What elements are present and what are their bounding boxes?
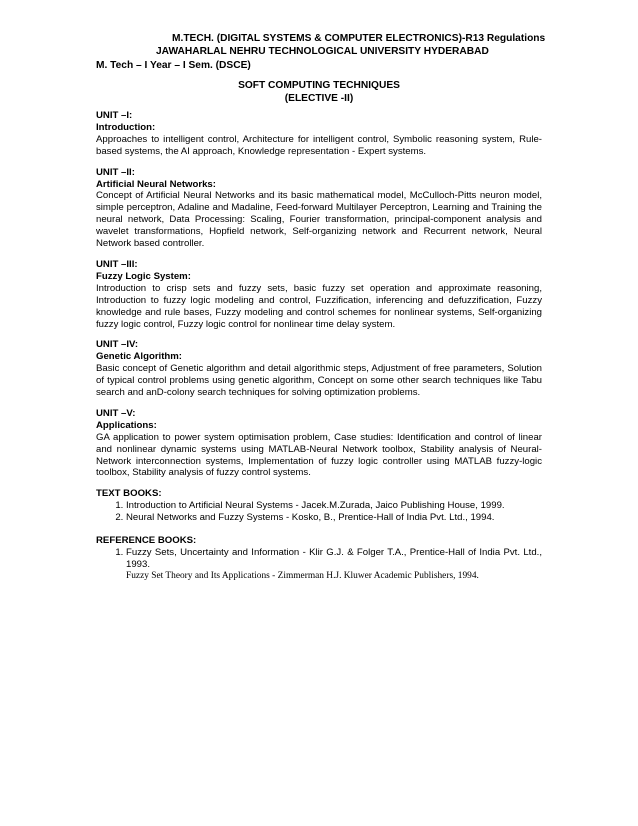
unit-label: UNIT –II: <box>96 166 135 178</box>
unit-2 <box>96 167 542 250</box>
unit-text: Introduction to crisp sets and fuzzy sets, basic fuzzy set operation and approximate reasoning, Introduction to fuzzy logic modeling and control, Fuzzification, inferencing and defuzzification, Fuzzy knowledge and rule bases, Fuzzy modeling and control schemes for nonlinear systems, Self-organizing fuzzy logic control, Fuzzy logic control for nonlinear time delay system. <box>96 282 542 330</box>
unit-title: Fuzzy Logic System: <box>96 270 191 282</box>
subject-title: SOFT COMPUTING TECHNIQUES <box>238 80 400 91</box>
unit-text: Basic concept of Genetic algorithm and detail algorithmic steps, Adjustment of free parameters, Solution of typical control problems using genetic algorithm, Concept on some other search techniques like Tabu search and anD-colony search techniques for solving optimization problems. <box>96 363 542 399</box>
unit-title: Artificial Neural Networks: <box>96 178 216 190</box>
university-name: JAWAHARLAL NEHRU TECHNOLOGICAL UNIVERSITY HYDERABAD <box>156 46 489 57</box>
unit-label: UNIT –V: <box>96 407 136 419</box>
reference-books-list <box>96 547 542 571</box>
course-year-semester: M. Tech – I Year – I Sem. (DSCE) <box>96 60 251 71</box>
unit-title: Introduction: <box>96 121 156 133</box>
syllabus-body <box>96 110 542 583</box>
text-books-list <box>96 500 542 524</box>
unit-3 <box>96 259 542 330</box>
list-item: 1. Introduction to Artificial Neural Systems - Jacek.M.Zurada, Jaico Publishing House, 1999. <box>126 500 542 512</box>
unit-title: Applications: <box>96 419 157 431</box>
unit-title: Genetic Algorithm: <box>96 351 182 363</box>
unit-5 <box>96 408 542 479</box>
unit-label: UNIT –I: <box>96 110 133 121</box>
unit-label: UNIT –III: <box>96 258 138 270</box>
unit-label: UNIT –IV: <box>96 339 139 351</box>
list-item: 1. Fuzzy Sets, Uncertainty and Information - Klir G.J. & Folger T.A., Prentice-Hall of India Pvt. Ltd., 1993. <box>126 547 542 571</box>
regulation-header: M.TECH. (DIGITAL SYSTEMS & COMPUTER ELECTRONICS)-R13 Regulations <box>172 33 546 44</box>
reference-books-heading: REFERENCE BOOKS: <box>96 535 197 547</box>
unit-text: GA application to power system optimisation problem, Case studies: Identification and control of linear and nonlinear dynamic systems using MATLAB-Neural Network toolbox, Stability analysis of Neural-Network interconnection systems, Implementation of fuzzy logic controller using MATLAB fuzzy-logic toolbox, Stability analysis of fuzzy control systems. <box>96 431 542 479</box>
unit-text: Concept of Artificial Neural Networks and its basic mathematical model, McCulloch-Pitts neuron model, simple perceptron, Adaline and Madaline, Feed-forward Multilayer Perceptron, Learning and Training the neural network, Data Processing: Scaling, Fourier transformation, principal-component analysis and wavelet transformations, Hopfield network, Self-organizing network and Recurrent network, Neural Network based controller. <box>96 190 542 250</box>
text-books-heading: TEXT BOOKS: <box>96 488 162 500</box>
unit-1 <box>96 110 542 158</box>
unit-text: Approaches to intelligent control, Architecture for intelligent control, Symbolic reasoning system, Rule-based systems, the AI approach, Knowledge representation - Expert systems. <box>96 133 542 157</box>
unit-4 <box>96 339 542 399</box>
reference-extra-line: Fuzzy Set Theory and Its Applications - Zimmerman H.J. Kluwer Academic Publishers, 1994. <box>126 570 479 581</box>
elective-label: (ELECTIVE -II) <box>284 93 354 104</box>
list-item: 2. Neural Networks and Fuzzy Systems - Kosko, B., Prentice-Hall of India Pvt. Ltd., 1994. <box>126 512 542 524</box>
